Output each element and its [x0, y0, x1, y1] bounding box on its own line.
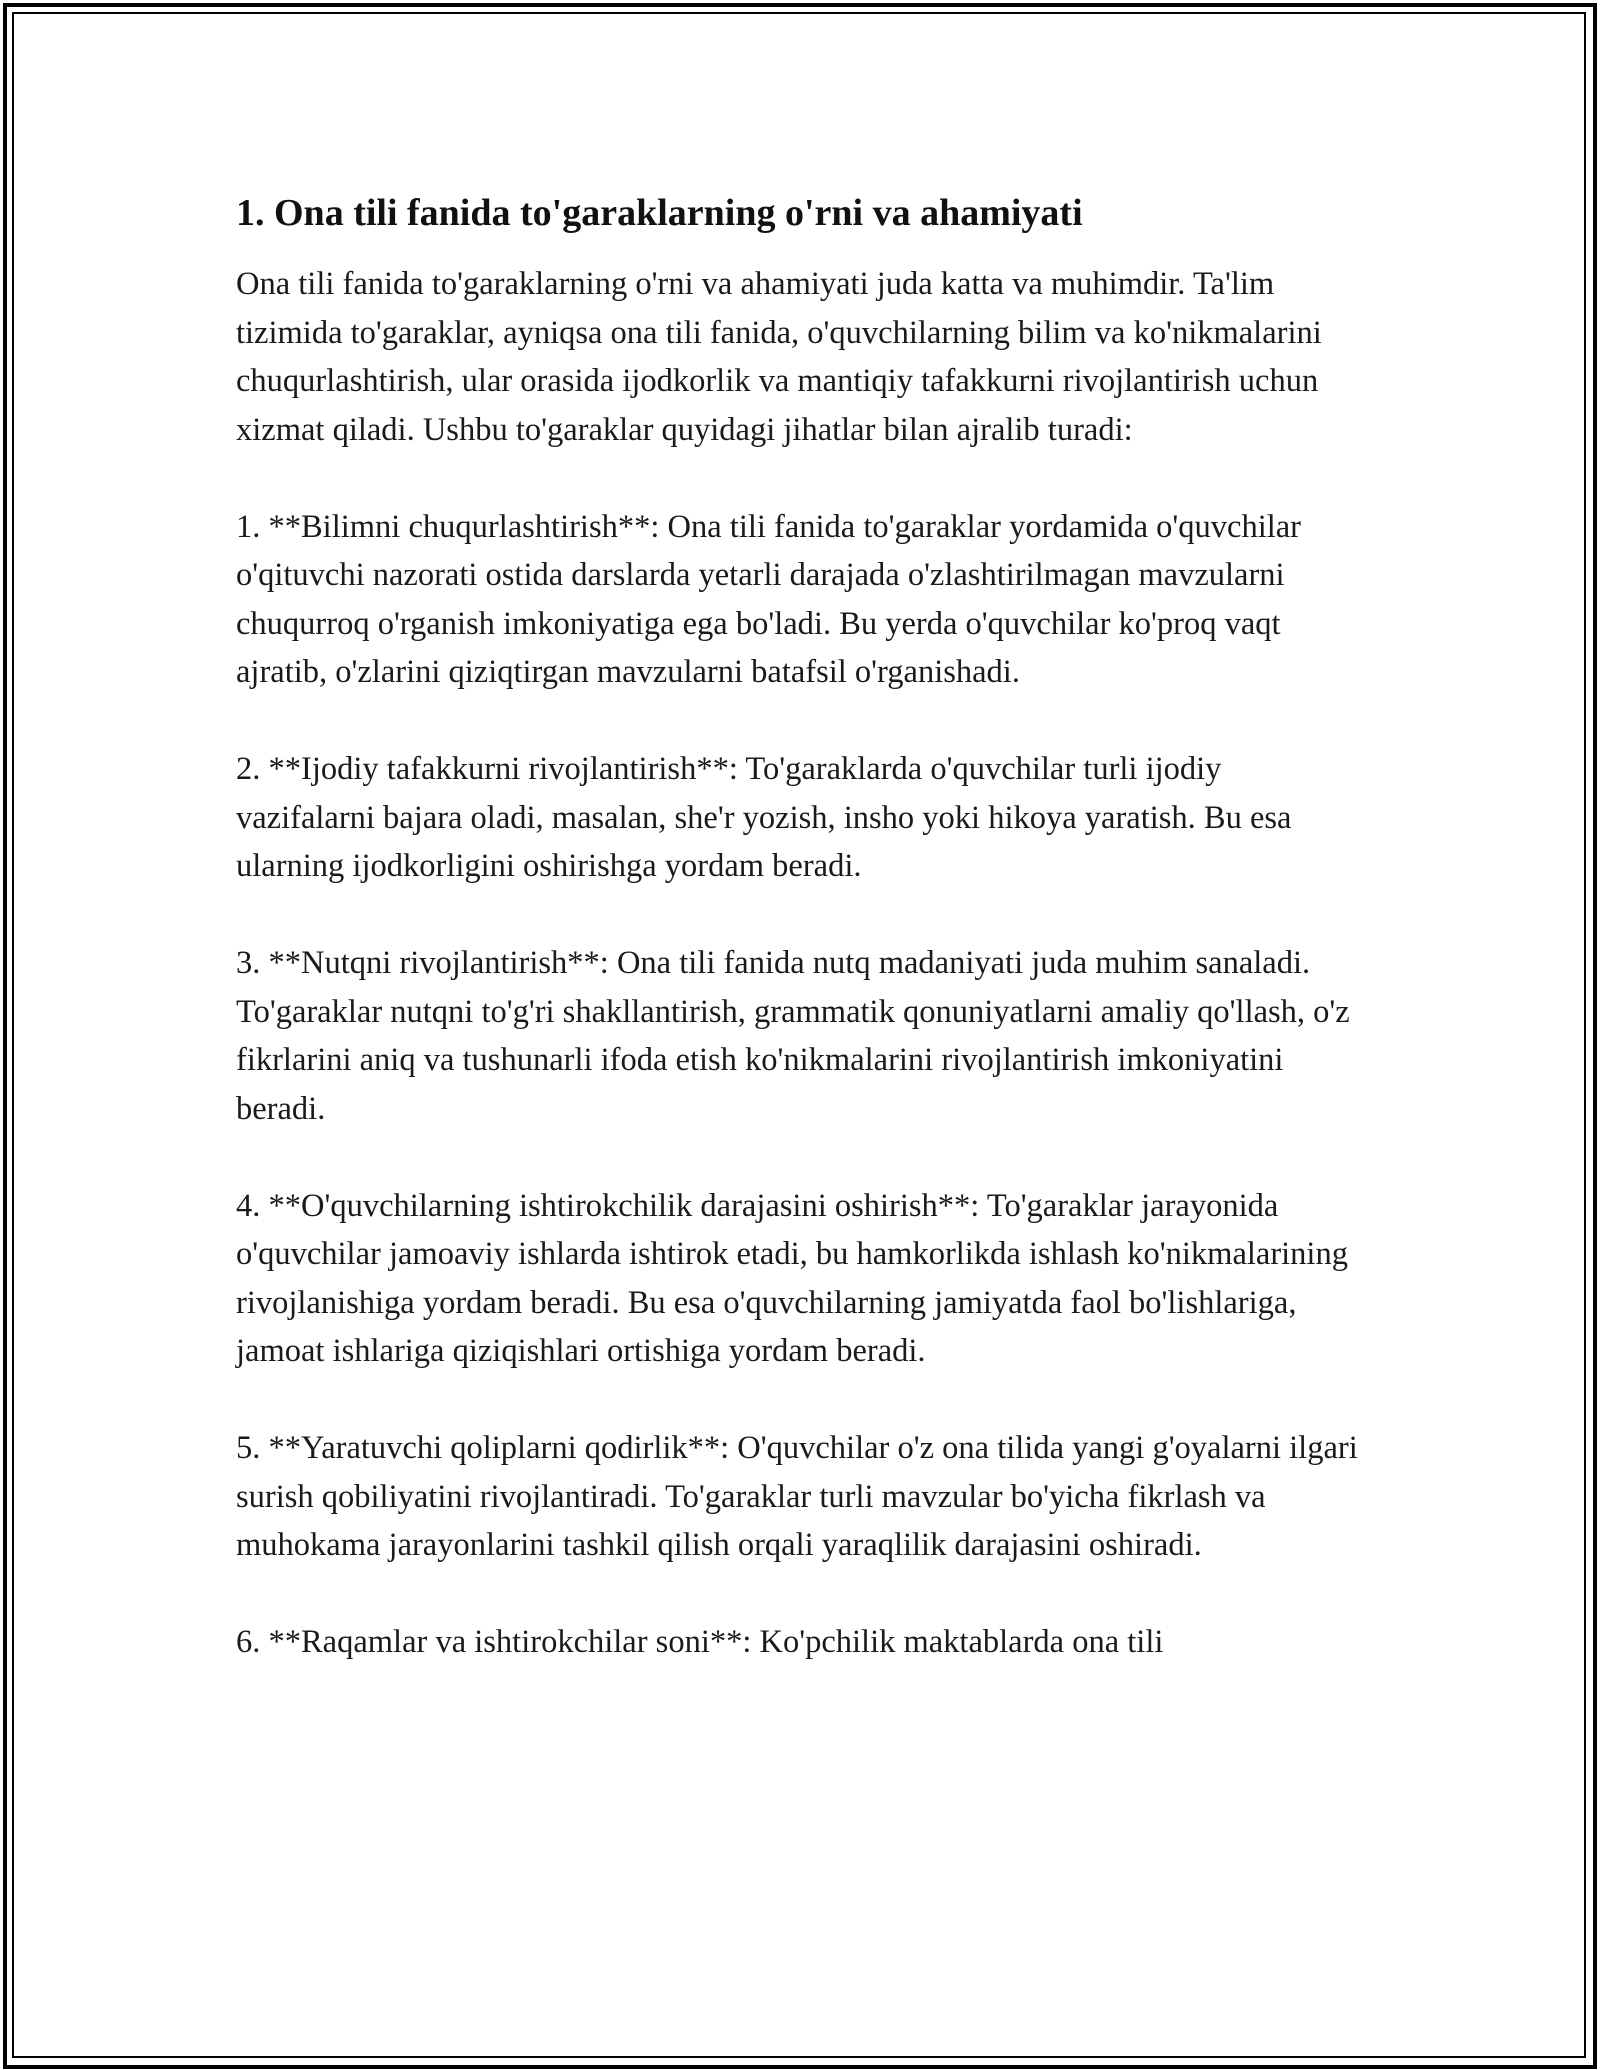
list-item-1-paragraph: 1. **Bilimni chuqurlashtirish**: Ona tili fanida to'garaklar yordamida o'quvchilar o'qituvchi nazorati ostida darslarda yetarli darajada o'zlashtirilmagan mavzularni chuqurroq o'rganish imkoniyatiga ega bo'ladi. Bu yerda o'quvchilar ko'proq vaqt ajratib, o'zlarini qiziqtirgan mavzularni batafsil o'rganishadi. [236, 508, 1302, 690]
document-body [236, 186, 1366, 1667]
list-item-2-paragraph: 2. **Ijodiy tafakkurni rivojlantirish**: To'garaklarda o'quvchilar turli ijodiy vazifalarni bajara oladi, masalan, she'r yozish, insho yoki hikoya yaratish. Bu esa ularning ijodkorligini oshirishga yordam beradi. [236, 751, 1292, 884]
intro-paragraph: Ona tili fanida to'garaklarning o'rni va ahamiyati juda katta va muhimdir. Ta'lim tizimida to'garaklar, ayniqsa ona tili fanida, o'quvchilarning bilim va ko'nikmalarini chuqurlashtirish, ular orasida ijodkorlik va mantiqiy tafakkurni rivojlantirish uchun xizmat qiladi. Ushbu to'garaklar quyidagi jihatlar bilan ajralib turadi: [236, 266, 1322, 448]
list-item-6-paragraph: 6. **Raqamlar va ishtirokchilar soni**: Ko'pchilik maktablarda ona tili [236, 1624, 1164, 1660]
list-item-4-paragraph: 4. **O'quvchilarning ishtirokchilik darajasini oshirish**: To'garaklar jarayonida o'quvchilar jamoaviy ishlarda ishtirok etadi, bu hamkorlikda ishlash ko'nikmalarining rivojlanishiga yordam beradi. Bu esa o'quvchilarning jamiyatda faol bo'lishlariga, jamoat ishlariga qiziqishlari ortishiga yordam beradi. [236, 1187, 1348, 1369]
list-item-5-paragraph: 5. **Yaratuvchi qoliplarni qodirlik**: O'quvchilar o'z ona tilida yangi g'oyalarni ilgari surish qobiliyatini rivojlantiradi. To'garaklar turli mavzular bo'yicha fikrlash va muhokama jarayonlarini tashkil qilish orqali yaraqlilik darajasini oshiradi. [236, 1430, 1358, 1563]
list-item-3-paragraph: 3. **Nutqni rivojlantirish**: Ona tili fanida nutq madaniyati juda muhim sanaladi. To'garaklar nutqni to'g'ri shakllantirish, grammatik qonuniyatlarni amaliy qo'llash, o'z fikrlarini aniq va tushunarli ifoda etish ko'nikmalarini rivojlantirish imkoniyatini beradi. [236, 945, 1350, 1127]
section-heading: 1. Ona tili fanida to'garaklarning o'rni va ahamiyati [236, 192, 1083, 234]
